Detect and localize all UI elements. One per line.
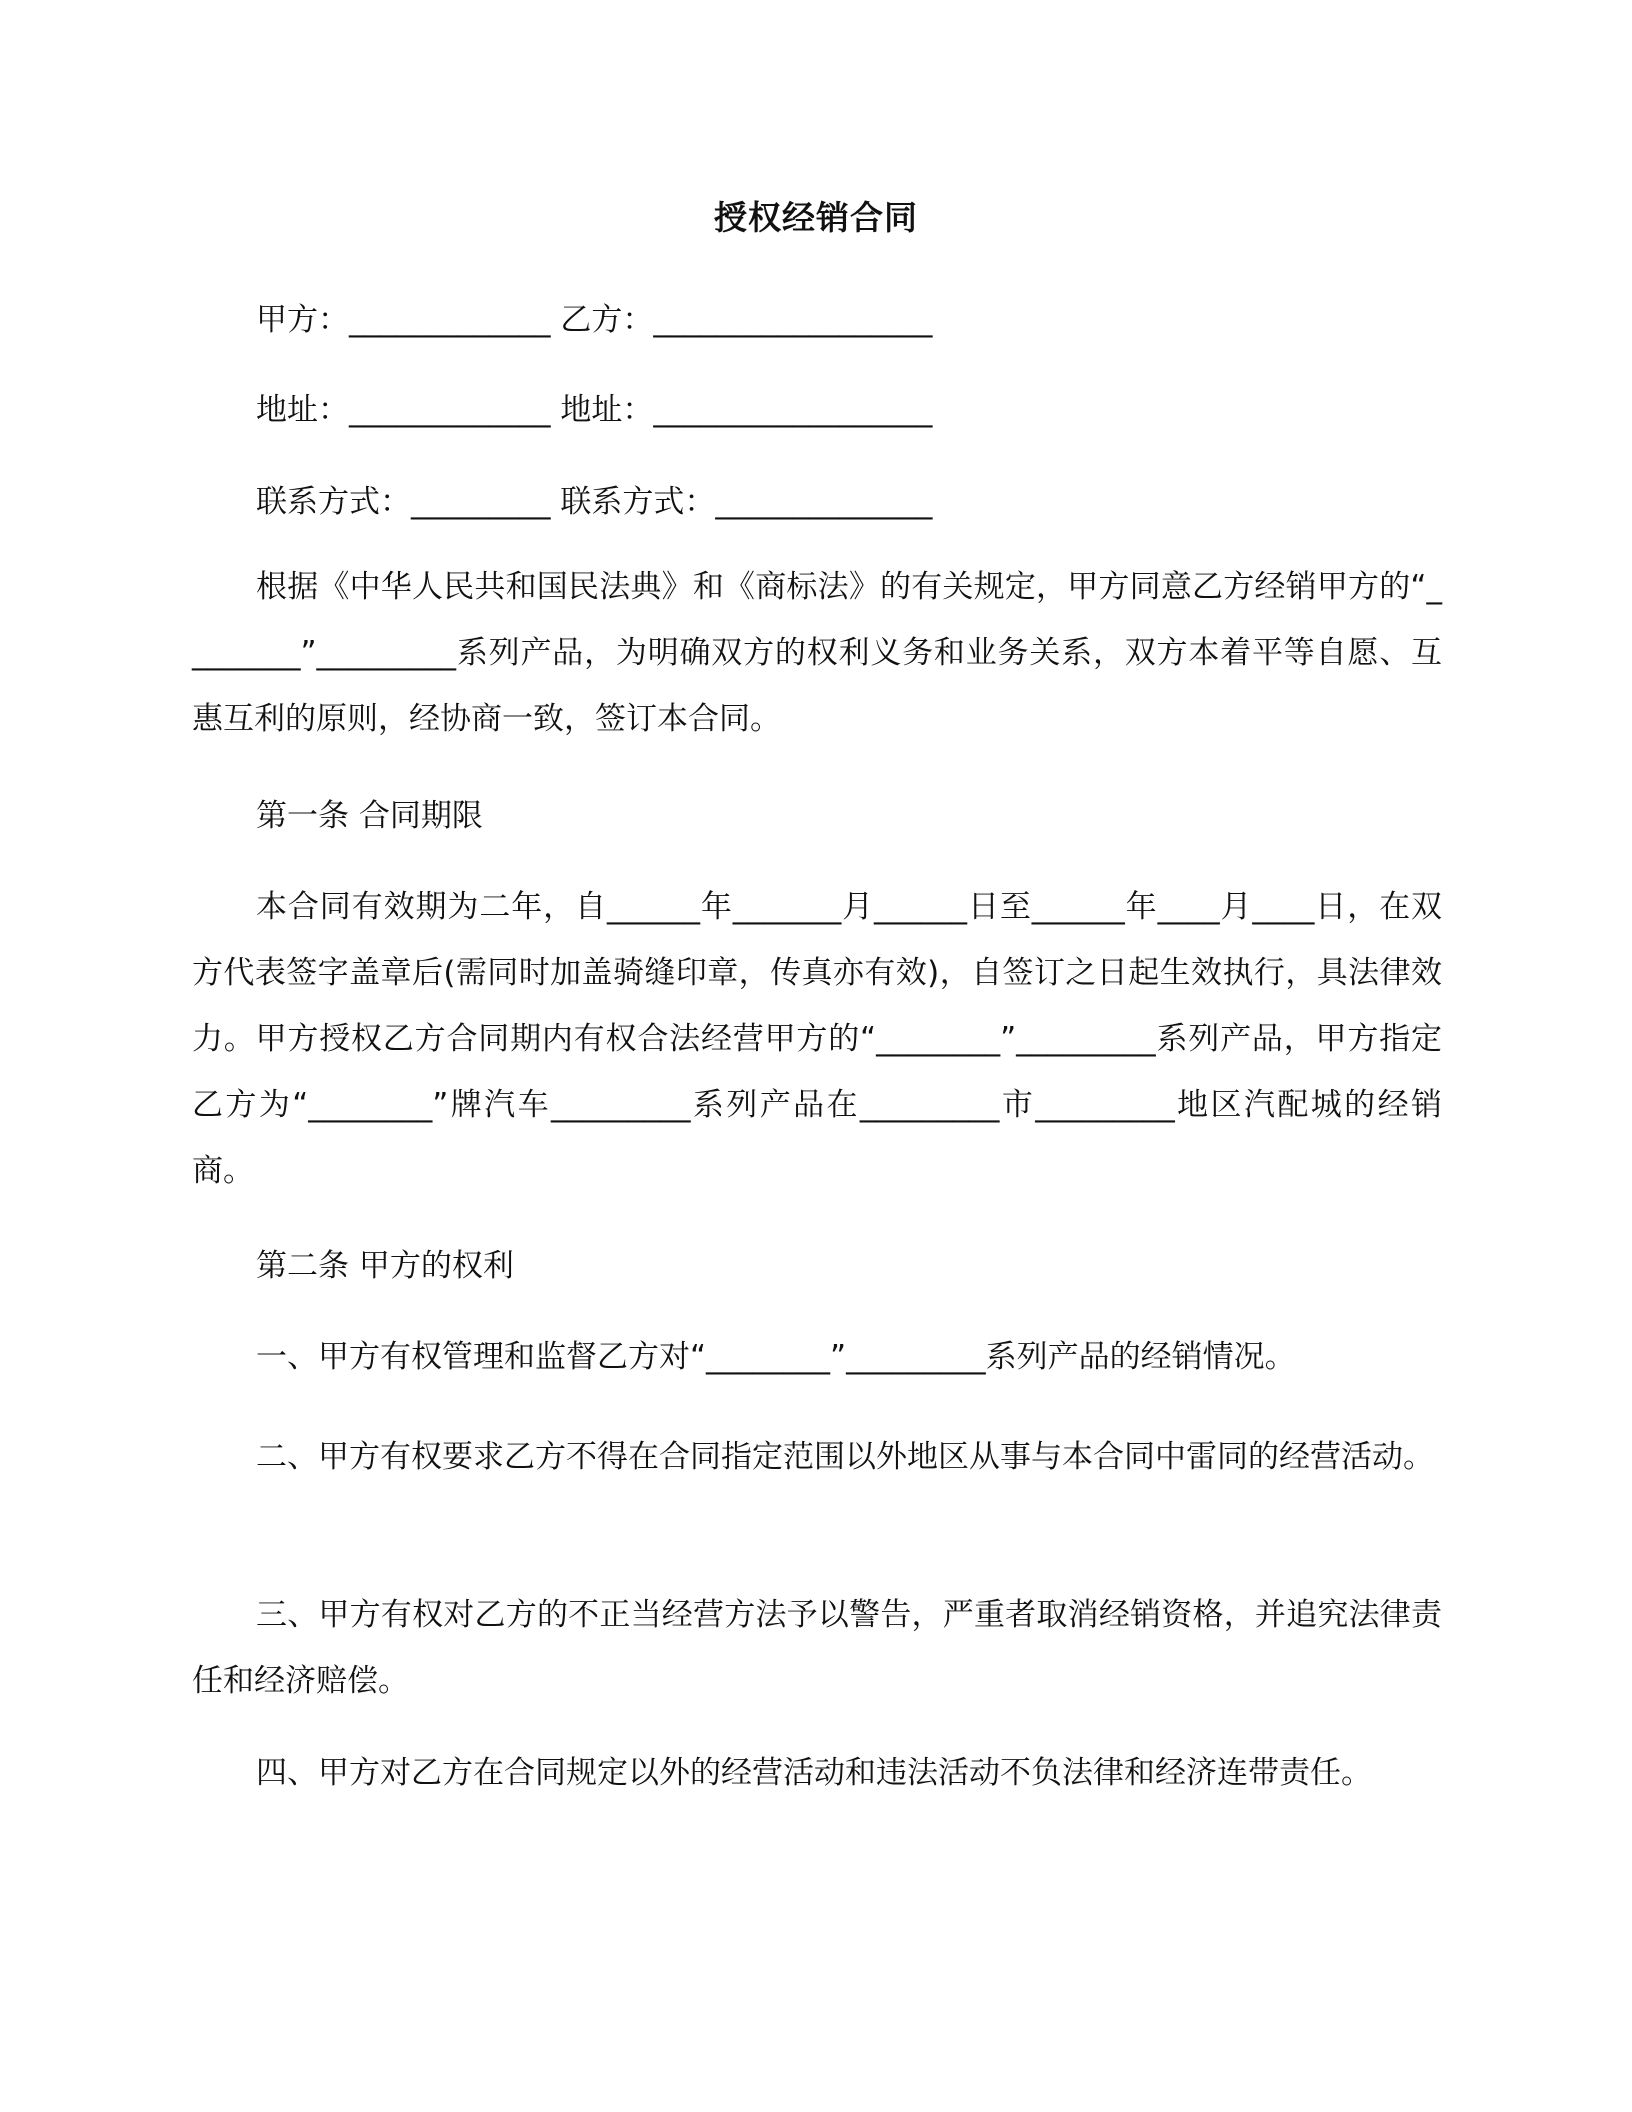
article-2-heading: 第二条 甲方的权利 [256,1248,514,1284]
article-2-item-2: 二、甲方有权要求乙方不得在合同指定范围以外地区从事与本合同中雷同的经营活动。 [256,1439,1434,1475]
preamble-paragraph: 根据《中华人民共和国民法典》和《商标法》的有关规定，甲方同意乙方经销甲方的“________”_________系列产品，为明确双方的权利义务和业务关系，双方本着平等自愿、互惠互利的原则，经协商一致，签订本合同。 [192,569,1442,737]
article-2-item-3: 三、甲方有权对乙方的不正当经营方法予以警告，严重者取消经销资格，并追究法律责任和经济赔偿。 [192,1597,1442,1699]
party-names-line: 甲方：_____________ 乙方：__________________ [256,302,933,338]
article-2-item-4: 四、甲方对乙方在合同规定以外的经营活动和违法活动不负法律和经济连带责任。 [256,1755,1372,1791]
document-title: 授权经销合同 [714,198,918,237]
article-1-heading: 第一条 合同期限 [256,798,483,834]
party-address-line: 地址：_____________ 地址：__________________ [256,392,933,428]
party-contact-line: 联系方式：_________ 联系方式：______________ [256,484,933,520]
article-1-body: 本合同有效期为二年，自______年_______月______日至______年____月____日，在双方代表签字盖章后(需同时加盖骑缝印章，传真亦有效)，自签订之日起生效执行，具法律效力。甲方授权乙方合同期内有权合法经营甲方的“________”_________系列产品，甲方指定乙方为“________”牌汽车_________系列产品在_________市_________地区汽配城的经销商。 [192,889,1442,1189]
article-2-item-1: 一、甲方有权管理和监督乙方对“________”_________系列产品的经销情况。 [256,1339,1296,1375]
